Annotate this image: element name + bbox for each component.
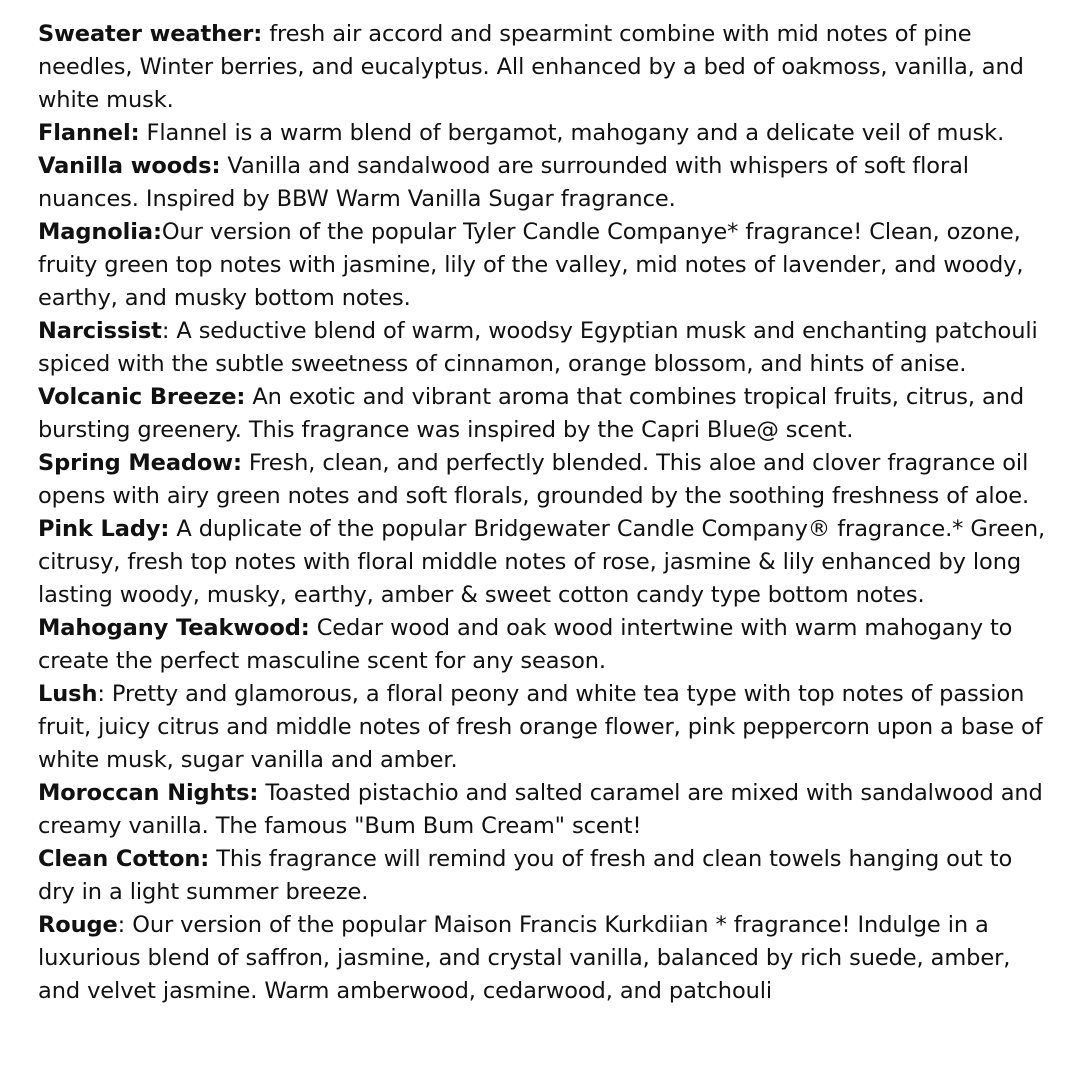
scent-description: Vanilla and sandalwood are surrounded with whispers of soft floral nuances. Inspired by BBW Warm Vanilla Sugar fragrance. [38,153,969,212]
scent-name: Pink Lady: [38,516,170,542]
scent-description: An exotic and vibrant aroma that combines tropical fruits, citrus, and bursting greenery. This fragrance was inspired by the Capri Blue@ scent. [38,384,1025,443]
scent-name: Vanilla woods: [38,153,221,179]
scent-entry-volcanic-breeze [38,381,1050,447]
scent-description: Flannel is a warm blend of bergamot, mahogany and a delicate veil of musk. [139,120,1005,146]
scent-description: Our version of the popular Tyler Candle Companye* fragrance! Clean, ozone, fruity green top notes with jasmine, lily of the valley, mid notes of lavender, and woody, earthy, and musky bottom notes. [38,219,1024,311]
scent-name: Clean Cotton: [38,846,210,872]
scent-entry-moroccan-nights [38,777,1050,843]
scent-entry-sweater-weather [38,18,1050,117]
scent-name: Flannel: [38,120,140,146]
scent-name: Volcanic Breeze: [38,384,246,410]
scent-description: This fragrance will remind you of fresh and clean towels hanging out to dry in a light summer breeze. [38,846,1013,905]
scent-entry-clean-cotton [38,843,1050,909]
scent-name: Sweater weather: [38,21,263,47]
scent-name: Rouge [38,912,118,938]
scent-name: Mahogany Teakwood: [38,615,310,641]
scent-description: Cedar wood and oak wood intertwine with warm mahogany to create the perfect masculine scent for any season. [38,615,1013,674]
scent-description-list [38,18,1050,1008]
scent-name: Magnolia: [38,219,162,245]
scent-description: : A seductive blend of warm, woodsy Egyptian musk and enchanting patchouli spiced with the subtle sweetness of cinnamon, orange blossom, and hints of anise. [38,318,1038,377]
scent-description: : Our version of the popular Maison Francis Kurkdiian * fragrance! Indulge in a luxurious blend of saffron, jasmine, and crystal vanilla, balanced by rich suede, amber, and velvet jasmine. Warm amberwood, cedarwood, and patchouli [38,912,1011,1004]
scent-description: Fresh, clean, and perfectly blended. This aloe and clover fragrance oil opens with airy green notes and soft florals, grounded by the soothing freshness of aloe. [38,450,1030,509]
scent-entry-pink-lady [38,513,1050,612]
scent-name: Narcissist [38,318,162,344]
scent-entry-mahogany-teakwood [38,612,1050,678]
scent-description: Toasted pistachio and salted caramel are mixed with sandalwood and creamy vanilla. The famous "Bum Bum Cream" scent! [38,780,1043,839]
scent-description: : Pretty and glamorous, a floral peony and white tea type with top notes of passion fruit, juicy citrus and middle notes of fresh orange flower, pink peppercorn upon a base of white musk, sugar vanilla and amber. [38,681,1043,773]
scent-entry-flannel [38,117,1050,150]
scent-name: Spring Meadow: [38,450,242,476]
scent-entry-magnolia [38,216,1050,315]
scent-name: Moroccan Nights: [38,780,259,806]
scent-entry-spring-meadow [38,447,1050,513]
scent-entry-lush [38,678,1050,777]
scent-entry-narcissist [38,315,1050,381]
scent-entry-rouge [38,909,1050,1008]
scent-entry-vanilla-woods [38,150,1050,216]
scent-name: Lush [38,681,98,707]
scent-description: A duplicate of the popular Bridgewater Candle Company® fragrance.* Green, citrusy, fresh top notes with floral middle notes of rose, jasmine & lily enhanced by long lasting woody, musky, earthy, amber & sweet cotton candy type bottom notes. [38,516,1046,608]
scent-description: fresh air accord and spearmint combine with mid notes of pine needles, Winter berries, and eucalyptus. All enhanced by a bed of oakmoss, vanilla, and white musk. [38,21,1024,113]
